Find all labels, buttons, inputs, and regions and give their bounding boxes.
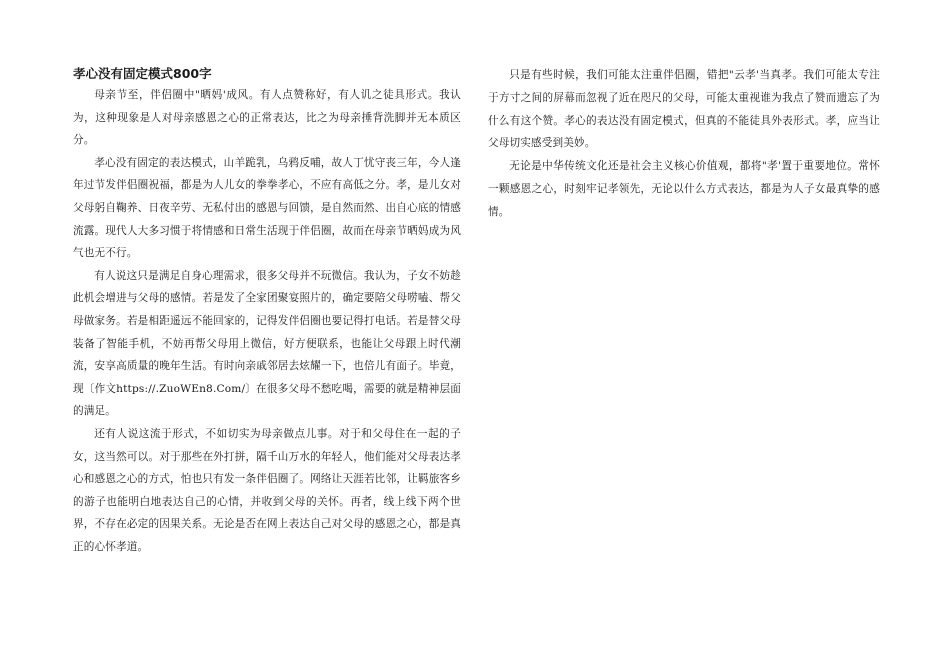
document-title: 孝心没有固定模式800字 [73,66,212,81]
left-column [73,64,461,558]
paragraph-3: 有人说这只是满足自身心理需求，很多父母并不玩微信。我认为，子女不妨趁此机会增进与父母的感情。若是发了全家团聚宴照片的，确定要陪父母唠嗑、帮父母做家务。若是相距遥远不能回家的，记得发伴侣圈也要记得打电话。若是替父母装备了智能手机，不妨再帮父母用上微信，好方便联系，也能让父母跟上时代潮流，安享高质量的晚年生活。有时向亲戚邻居去炫耀一下，也倍儿有面子。毕竟，现〔作文https://.ZuoWEn8.Com/〕在很多父母不愁吃喝，需要的就是精神层面的满足。 [73,269,461,418]
paragraph-4: 还有人说这流于形式，不如切实为母亲做点儿事。对于和父母住在一起的子女，这当然可以。对于那些在外打拼，隔千山万水的年轻人，他们能对父母表达孝心和感恩之心的方式，怕也只有发一条伴侣圈了。网络让天涯若比邻，让羁旅客乡的游子也能明白地表达自己的心情，并收到父母的关怀。再者，线上线下两个世界，不存在必定的因果关系。无论是否在网上表达自己对父母的感恩之心，都是真正的心怀孝道。 [73,427,461,553]
paragraph-2: 孝心没有固定的表达模式，山羊跪乳，乌鸦反哺，故人丁忧守丧三年，今人逢年过节发伴侣圈祝福，都是为人儿女的拳拳孝心，不应有高低之分。孝，是儿女对父母躬自鞠养、日夜辛劳、无私付出的感恩与回馈，是自然而然、出自心底的情感流露。现代人大多习惯于将情感和日常生活现于伴侣圈，故而在母亲节晒妈成为风气也无不行。 [73,156,461,260]
right-column [488,64,880,224]
paragraph-1: 母亲节至，伴侣圈中"晒妈'成风。有人点赞称好，有人讥之徒具形式。我认为，这种现象是人对母亲感恩之心的正常表达，比之为母亲捶背洗脚并无本质区分。 [73,89,461,147]
paragraph-5: 只是有些时候，我们可能太注重伴侣圈，错把"云孝'当真孝。我们可能太专注于方寸之间的屏幕而忽视了近在咫尺的父母，可能太重视谁为我点了赞而遗忘了为什么有这个赞。孝心的表达没有固定模式，但真的不能徒具外表形式。孝，应当让父母切实感受到美妙。 [488,69,880,150]
paragraph-6: 无论是中华传统文化还是社会主义核心价值观，都将"孝'置于重要地位。常怀一颗感恩之心，时刻牢记孝领先，无论以什么方式表达，都是为人子女最真挚的感情。 [488,160,880,218]
